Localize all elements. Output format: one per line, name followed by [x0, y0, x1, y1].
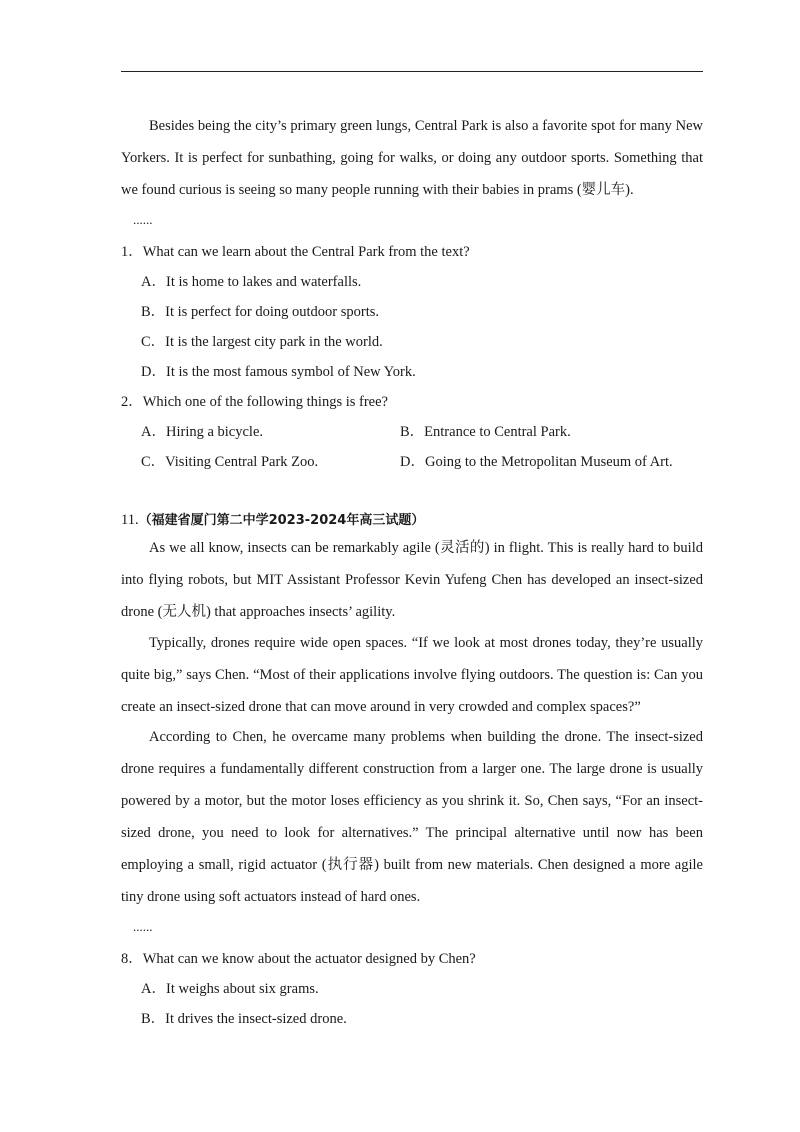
option-1d[interactable]: D．It is the most famous symbol of New York. [141, 364, 416, 380]
question-8 [121, 947, 476, 968]
option-1a[interactable]: A．It is home to lakes and waterfalls. [141, 274, 362, 290]
header-rule [121, 71, 703, 72]
question-stem: What can we know about the actuator designed by Chen? [142, 951, 476, 967]
option-2b[interactable]: B．Entrance to Central Park. [400, 424, 571, 440]
question-1 [121, 240, 470, 261]
question-number: 8． [121, 951, 143, 967]
ellipsis: ...... [133, 919, 153, 934]
option-1c[interactable]: C．It is the largest city park in the world. [141, 334, 383, 350]
question-number: 2． [121, 394, 143, 410]
option-8b[interactable]: B．It drives the insect-sized drone. [141, 1011, 347, 1027]
option-1b[interactable]: B．It is perfect for doing outdoor sports. [141, 304, 380, 320]
ellipsis: ...... [133, 212, 153, 227]
question-number: 1． [121, 244, 143, 260]
option-2d[interactable]: D．Going to the Metropolitan Museum of Art. [400, 454, 673, 470]
option-2c[interactable]: C．Visiting Central Park Zoo. [141, 454, 319, 470]
question-stem: Which one of the following things is free? [142, 394, 388, 410]
option-2a[interactable]: A．Hiring a bicycle. [141, 424, 264, 440]
option-8a[interactable]: A．It weighs about six grams. [141, 981, 319, 997]
section-number: 11. [121, 512, 139, 528]
question-stem: What can we learn about the Central Park from the text? [142, 244, 470, 260]
section-heading [121, 509, 424, 529]
section-source: （福建省厦门第二中学2023-2024年高三试题） [138, 513, 425, 528]
question-2 [121, 390, 388, 411]
section-paragraph-3: According to Chen, he overcame many problems when building the drone. The insect-sized drone requires a fundamentally different construction from a larger one. The large drone is usually powered by a motor, but the motor loses efficiency as you shrink it. So, Chen says, “For an insect-sized drone, you need to look for alternatives.” The principal alternative until now has been employing a small, rigid actuator (执行器) built from new materials. Chen designed a more agile tiny drone using soft actuators instead of hard ones. [121, 729, 703, 905]
section-paragraph-1: As we all know, insects can be remarkably agile (灵活的) in flight. This is really hard to build into flying robots, but MIT Assistant Professor Kevin Yufeng Chen has developed an insect-sized drone (无人机) that approaches insects’ agility. [121, 540, 703, 620]
section-paragraph-2: Typically, drones require wide open spaces. “If we look at most drones today, they’re usually quite big,” says Chen. “Most of their applications involve flying outdoors. The question is: Can you create an insect-sized drone that can move around in very crowded and complex spaces?” [121, 635, 703, 715]
passage-paragraph: Besides being the city’s primary green lungs, Central Park is also a favorite spot for many New Yorkers. It is perfect for sunbathing, going for walks, or doing any outdoor sports. Something that we found curious is seeing so many people running with their babies in prams (婴儿车). [121, 118, 703, 198]
